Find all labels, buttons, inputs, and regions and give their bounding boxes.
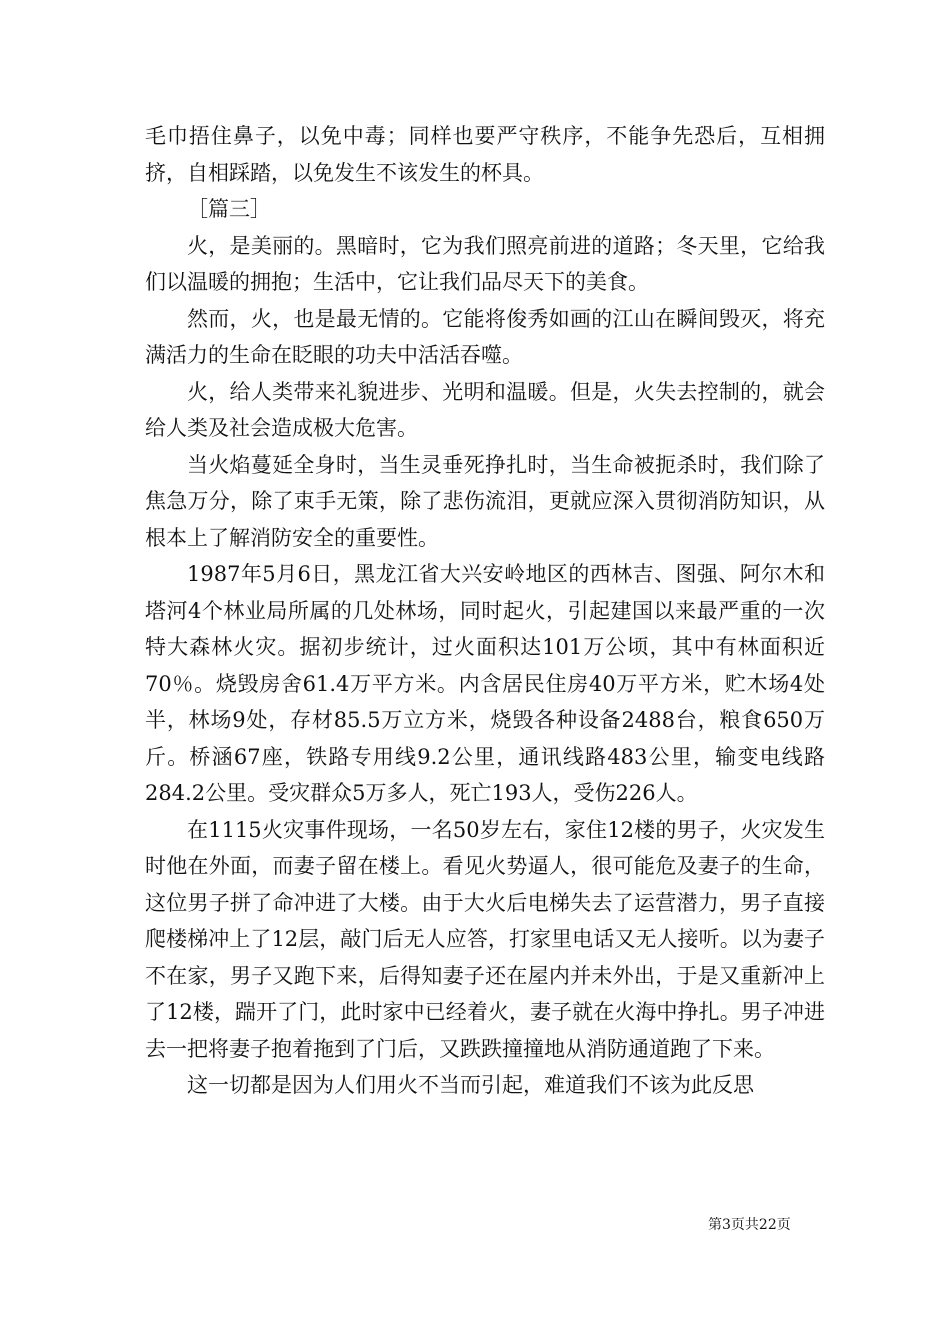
paragraph-continuation: 毛巾捂住鼻子，以免中毒；同样也要严守秩序，不能争先恐后，互相拥挤，自相踩踏，以免发生不该发生的杯具。 [145, 124, 825, 185]
page-number-footer: 第3页共22页 [708, 1217, 791, 1233]
paragraph: 在1115火灾事件现场，一名50岁左右，家住12楼的男子，火灾发生时他在外面，而妻子留在楼上。看见火势逼人，很可能危及妻子的生命，这位男子拼了命冲进了大楼。由于大火后电梯失去了运营潜力，男子直接爬楼梯冲上了12层，敲门后无人应答，打家里电话又无人接听。以为妻子不在家，男子又跑下来，后得知妻子还在屋内并未外出，于是又重新冲上了12楼，踹开了门，此时家中已经着火，妻子就在火海中挣扎。男子冲进去一把将妻子抱着拖到了门后，又跌跌撞撞地从消防通道跑了下来。 [145, 817, 825, 1061]
paragraph: 火，给人类带来礼貌进步、光明和温暖。但是，火失去控制的，就会给人类及社会造成极大危害。 [145, 379, 825, 440]
paragraph: 然而，火，也是最无情的。它能将俊秀如画的江山在瞬间毁灭，将充满活力的生命在眨眼的功夫中活活吞噬。 [145, 306, 825, 367]
document-body [145, 118, 825, 1104]
paragraph: 1987年5月6日，黑龙江省大兴安岭地区的西林吉、图强、阿尔木和塔河4个林业局所属的几处林场，同时起火，引起建国以来最严重的一次特大森林火灾。据初步统计，过火面积达101万公顷，其中有林面积近70％。烧毁房舍61.4万平方米。内含居民住房40万平方米，贮木场4处半，林场9处，存材85.5万立方米，烧毁各种设备2488台，粮食650万斤。桥涵67座，铁路专用线9.2公里，通讯线路483公里，输变电线路284.2公里。受灾群众5万多人，死亡193人，受伤226人。 [145, 562, 825, 805]
paragraph: 当火焰蔓延全身时，当生灵垂死挣扎时，当生命被扼杀时，我们除了焦急万分，除了束手无策，除了悲伤流泪，更就应深入贯彻消防知识，从根本上了解消防安全的重要性。 [145, 452, 825, 550]
paragraph: 火，是美丽的。黑暗时，它为我们照亮前进的道路；冬天里，它给我们以温暖的拥抱；生活中，它让我们品尽天下的美食。 [145, 233, 825, 294]
section-heading: ［篇三］ [187, 197, 271, 221]
paragraph: 这一切都是因为人们用火不当而引起，难道我们不该为此反思 [187, 1073, 754, 1097]
